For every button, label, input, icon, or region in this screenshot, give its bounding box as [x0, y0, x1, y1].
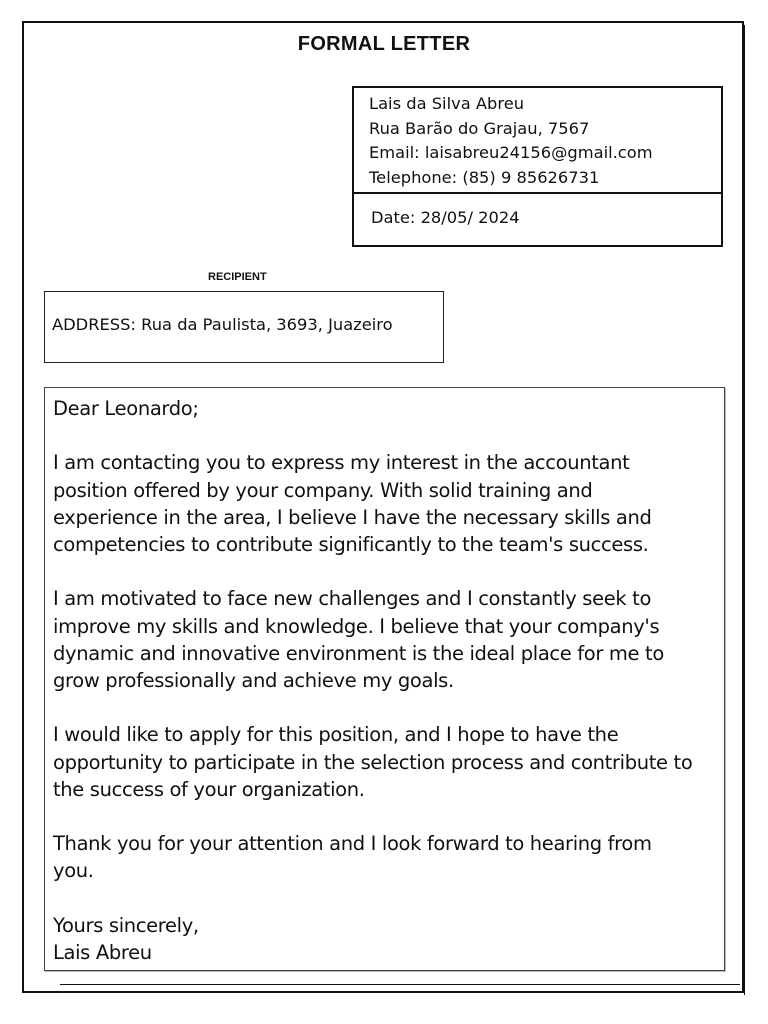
sender-details: [369, 92, 653, 190]
closing: Yours sincerely,: [53, 913, 199, 937]
letter-title: FORMAL LETTER: [297, 33, 471, 55]
paragraph-4: Thank you for your attention and I look forward to hearing from you.: [53, 832, 652, 883]
paragraph-1: I am contacting you to express my interest in the accountant position offered by your company. With solid training and experience in the area, I believe I have the necessary skills and competencies to contribute significantly to the team's success.: [53, 451, 652, 557]
sender-telephone: Telephone: (85) 9 85626731: [369, 167, 600, 187]
sender-email: Email: laisabreu24156@gmail.com: [369, 143, 653, 162]
sender-name: Lais da Silva Abreu: [369, 94, 525, 113]
sender-box: [352, 86, 723, 247]
bottom-rule: [60, 984, 740, 985]
letter-body-box: [44, 387, 725, 971]
letter-date: Date: 28/05/ 2024: [371, 208, 520, 227]
recipient-label: RECIPIENT: [208, 271, 267, 283]
paragraph-2: I am motivated to face new challenges and I constantly seek to improve my skills and knowledge. I believe that your company's dynamic and innovative environment is the ideal place for me to grow professionally and achieve my goals.: [53, 587, 664, 693]
recipient-address: ADDRESS: Rua da Paulista, 3693, Juazeiro: [52, 315, 393, 334]
letter-body: [53, 395, 719, 966]
paragraph-3: I would like to apply for this position, and I hope to have the opportunity to participate in the selection process and contribute to the success of your organization.: [53, 723, 693, 801]
recipient-box: [44, 291, 444, 363]
sender-street: Rua Barão do Grajau, 7567: [369, 118, 590, 138]
sender-divider: [354, 192, 721, 194]
signature: Lais Abreu: [53, 941, 152, 965]
salutation: Dear Leonardo;: [53, 397, 199, 420]
